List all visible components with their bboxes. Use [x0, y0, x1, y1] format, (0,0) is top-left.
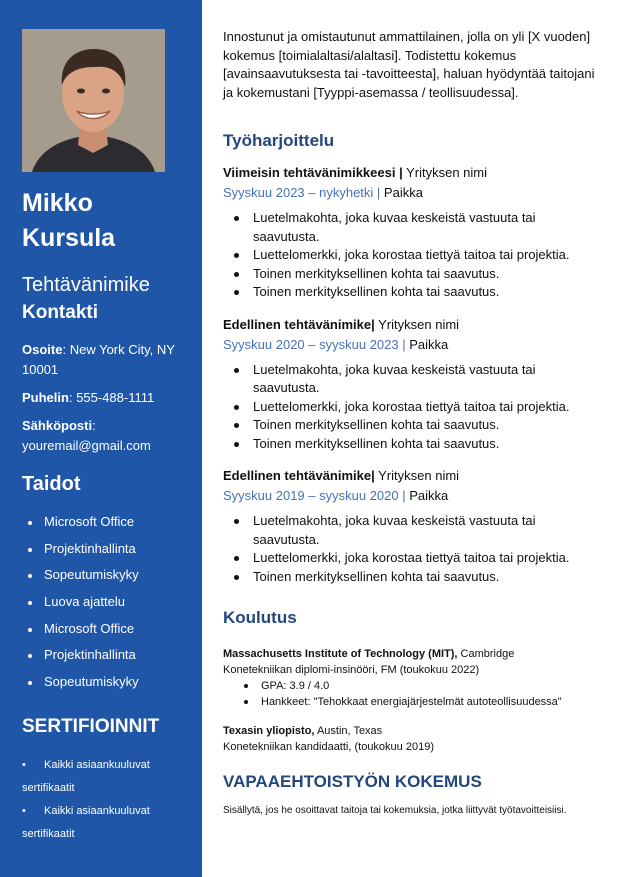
job-dates [223, 335, 603, 355]
volunteer-heading: VAPAAEHTOISTYÖN KOKEMUS [223, 772, 482, 791]
contact-heading: Kontakti [22, 302, 98, 323]
skill-item: Projektinhallinta [22, 541, 139, 568]
contact-email: Sähköposti: youremail@gmail.com [22, 418, 151, 453]
summary-section [223, 28, 601, 102]
address-value: New York City, NY 10001 [22, 342, 175, 377]
job-dates [223, 183, 603, 203]
job-bullet: Luettelomerkki, joka korostaa tiettyä taitoa tai projektia. [223, 398, 603, 417]
job-header [223, 163, 603, 183]
education-entry [223, 723, 603, 755]
experience-heading: Työharjoittelu [223, 131, 335, 150]
skill-item: Sopeutumiskyky [22, 567, 139, 594]
job-company: Yrityksen nimi [378, 468, 460, 483]
skills-list [22, 514, 139, 701]
skill-item: Luova ajattelu [22, 594, 139, 621]
last-name: Kursula [22, 224, 116, 252]
job-place: Paikka [383, 185, 423, 200]
education-section [223, 608, 603, 755]
bullet-icon: • [22, 759, 26, 771]
certification-text: Kaikki asiaankuuluvat sertifikaatit [22, 759, 150, 794]
certifications-list [22, 754, 192, 846]
contact-details [22, 340, 192, 464]
job-header [223, 315, 603, 335]
job-date-range: Syyskuu 2019 – syyskuu 2020 | [223, 488, 406, 503]
contact-phone: Puhelin: 555-488-1111 [22, 390, 155, 405]
profile-photo [22, 29, 165, 172]
skill-item: Microsoft Office [22, 621, 139, 648]
email-label: Sähköposti [22, 418, 93, 433]
job-bullet: Luettelomerkki, joka korostaa tiettyä taitoa tai projektia. [223, 246, 603, 265]
skill-item: Sopeutumiskyky [22, 674, 139, 701]
full-name [22, 186, 192, 256]
education-detail: Hankkeet: "Tehokkaat energiajärjestelmät autoteollisuudessa" [223, 694, 603, 710]
summary-text: Innostunut ja omistautunut ammattilainen, jolla on yli [X vuoden] kokemus [toimialaltasi/alaltasi]. Todistettu kokemus [avainsaavutuksesta tai -tavoitteesta], haluan hyödyntää taitojani ja kokemustani [Tyyppi-asemassa / teollisuudessa]. [223, 29, 595, 100]
job-date-range: Syyskuu 2020 – syyskuu 2023 | [223, 336, 406, 352]
sidebar [0, 0, 202, 877]
education-details [223, 678, 603, 710]
bullet-icon: • [22, 805, 26, 817]
school-location: Cambridge [460, 648, 515, 660]
address-label: Osoite [22, 342, 63, 357]
job-bullet: Toinen merkityksellinen kohta tai saavutus. [223, 283, 603, 302]
school-line [223, 723, 603, 739]
certification-item [22, 754, 192, 800]
job-entry [223, 466, 603, 586]
certification-item [22, 800, 192, 846]
school-location: Austin, Texas [316, 725, 383, 737]
certifications-heading: SERTIFIOINNIT [22, 716, 160, 737]
experience-section [223, 131, 603, 599]
phone-label: Puhelin [22, 390, 69, 405]
school-line [223, 646, 603, 662]
job-title: Tehtävänimike [22, 274, 150, 296]
job-dates [223, 486, 603, 506]
contact-address: Osoite: New York City, NY 10001 [22, 342, 175, 377]
profile-photo-illustration [22, 29, 165, 172]
skills-heading: Taidot [22, 473, 81, 495]
volunteer-text: Sisällytä, jos he osoittavat taitoja tai kokemuksia, jotka liittyvät työtavoitteisiisi. [223, 805, 567, 816]
education-entry [223, 646, 603, 710]
education-detail: GPA: 3.9 / 4.0 [223, 678, 603, 694]
school-name: Texasin yliopisto, [223, 725, 315, 737]
job-bullet: Toinen merkityksellinen kohta tai saavutus. [223, 568, 603, 587]
email-value[interactable]: youremail@gmail.com [22, 438, 151, 453]
first-name: Mikko [22, 189, 93, 217]
job-place: Paikka [409, 488, 449, 503]
job-entry [223, 315, 603, 454]
skill-item: Projektinhallinta [22, 647, 139, 674]
job-bullet: Luetelmakohta, joka kuvaa keskeistä vastuuta tai saavutusta. [223, 512, 603, 549]
job-bullet: Luetelmakohta, joka kuvaa keskeistä vastuuta tai saavutusta. [223, 209, 603, 246]
job-bullet: Luettelomerkki, joka korostaa tiettyä taitoa tai projektia. [223, 549, 603, 568]
job-company: Yrityksen nimi [378, 316, 460, 332]
job-title: Edellinen tehtävänimike| [223, 316, 375, 332]
education-heading: Koulutus [223, 608, 297, 627]
job-bullet: Luetelmakohta, joka kuvaa keskeistä vastuuta tai saavutusta. [223, 361, 603, 398]
job-bullet: Toinen merkityksellinen kohta tai saavutus. [223, 416, 603, 435]
phone-value: 555-488-1111 [76, 390, 155, 405]
job-company: Yrityksen nimi [406, 165, 488, 180]
job-entry [223, 163, 603, 302]
job-place: Paikka [409, 336, 449, 352]
job-date-range: Syyskuu 2023 – nykyhetki | [223, 185, 381, 200]
job-bullets [223, 512, 603, 586]
certification-text: Kaikki asiaankuuluvat sertifikaatit [22, 805, 150, 840]
job-bullets [223, 361, 603, 454]
degree: Konetekniikan diplomi-insinööri, FM (toukokuu 2022) [223, 664, 480, 676]
degree: Konetekniikan kandidaatti, (toukokuu 2019) [223, 741, 434, 753]
job-bullet: Toinen merkityksellinen kohta tai saavutus. [223, 265, 603, 284]
school-name: Massachusetts Institute of Technology (MIT), [223, 648, 458, 660]
job-bullets [223, 209, 603, 302]
volunteer-section [223, 772, 603, 818]
job-bullet: Toinen merkityksellinen kohta tai saavutus. [223, 435, 603, 454]
job-title: Viimeisin tehtävänimikkeesi | [223, 165, 403, 180]
job-title: Edellinen tehtävänimike| [223, 468, 375, 483]
job-header [223, 466, 603, 486]
skill-item: Microsoft Office [22, 514, 139, 541]
